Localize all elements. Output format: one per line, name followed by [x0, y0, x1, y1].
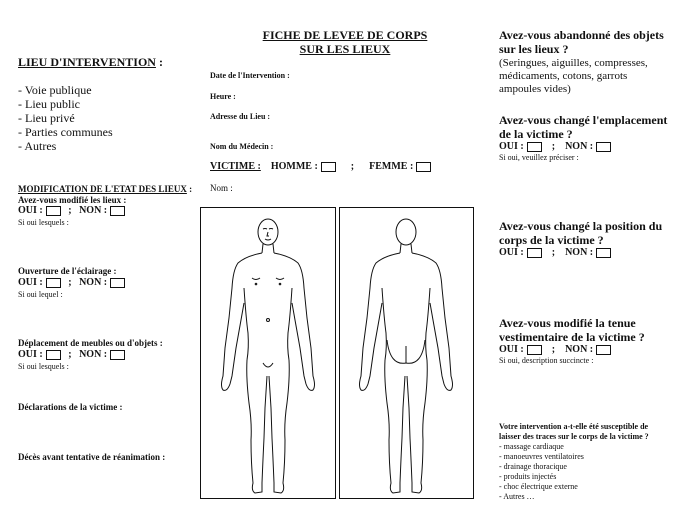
q2-note: Si oui lequel : — [18, 290, 63, 299]
tenue-note: Si oui, description succincte : — [499, 356, 594, 365]
intervention-question: Votre intervention a-t-elle été susceptible de laisser des traces sur le corps de la victime ? — [499, 422, 649, 441]
intervention-item: - Autres … — [499, 492, 535, 501]
body-front-frame — [200, 207, 336, 499]
q1-note: Si oui lesquels : — [18, 218, 69, 227]
declarations-label: Déclarations de la victime : — [18, 402, 123, 412]
non-checkbox[interactable] — [110, 350, 125, 360]
q2-label: Ouverture de l'éclairage : — [18, 266, 117, 276]
oui-checkbox[interactable] — [527, 345, 542, 355]
victime-row: VICTIME : HOMME : ; FEMME : — [210, 161, 431, 172]
q3-label: Déplacement de meubles ou d'objets : — [18, 338, 163, 348]
femme-checkbox[interactable] — [416, 162, 431, 172]
oui-checkbox[interactable] — [527, 248, 542, 258]
tenue-answers: OUI : ; NON : — [499, 344, 611, 355]
emplacement-answers: OUI : ; NON : — [499, 141, 611, 152]
non-checkbox[interactable] — [110, 206, 125, 216]
lieu-item: - Lieu privé — [18, 111, 75, 125]
tenue-question: Avez-vous modifié la tenue vestimentaire de la victime ? — [499, 316, 645, 344]
body-back-figure — [340, 208, 473, 498]
lieu-item: - Parties communes — [18, 125, 113, 139]
emplacement-question: Avez-vous changé l'emplacement de la victime ? — [499, 113, 668, 141]
adresse-field-label: Adresse du Lieu : — [210, 112, 271, 121]
intervention-item: - choc électrique externe — [499, 482, 578, 491]
oui-checkbox[interactable] — [46, 350, 61, 360]
lieu-item: - Voie publique — [18, 83, 92, 97]
objets-description: (Seringues, aiguilles, compresses, médicaments, cotons, garrots ampoules vides) — [499, 57, 648, 95]
intervention-item: - produits injectés — [499, 472, 557, 481]
q3-note: Si oui lesquels : — [18, 362, 69, 371]
oui-checkbox[interactable] — [527, 142, 542, 152]
form-title-line2: SUR LES LIEUX — [299, 42, 391, 56]
oui-checkbox[interactable] — [46, 278, 61, 288]
medecin-field-label: Nom du Médecin : — [210, 142, 274, 151]
date-field-label: Date de l'Intervention : — [210, 71, 290, 80]
q3-answers: OUI : ; NON : — [18, 349, 125, 360]
oui-checkbox[interactable] — [46, 206, 61, 216]
emplacement-note: Si oui, veuillez préciser : — [499, 153, 579, 162]
position-question: Avez-vous changé la position du corps de la victime ? — [499, 219, 663, 247]
position-answers: OUI : ; NON : — [499, 247, 611, 258]
intervention-item: - drainage thoracique — [499, 462, 567, 471]
lieu-heading: LIEU D'INTERVENTION : — [18, 55, 163, 69]
nom-field-label: Nom : — [210, 183, 233, 193]
q1-answers: OUI : ; NON : — [18, 205, 125, 216]
homme-checkbox[interactable] — [321, 162, 336, 172]
non-checkbox[interactable] — [596, 345, 611, 355]
body-back-frame — [339, 207, 474, 499]
body-front-figure — [201, 208, 335, 498]
lieu-list — [18, 83, 113, 153]
lieu-item: - Lieu public — [18, 97, 80, 111]
intervention-item: - manoeuvres ventilatoires — [499, 452, 584, 461]
heure-field-label: Heure : — [210, 92, 236, 101]
non-checkbox[interactable] — [596, 248, 611, 258]
intervention-list — [499, 442, 584, 502]
objets-question: Avez-vous abandonné des objets sur les lieux ? — [499, 28, 664, 56]
q1-label: Avez-vous modifié les lieux : — [18, 195, 127, 205]
q2-answers: OUI : ; NON : — [18, 277, 125, 288]
deces-label: Décès avant tentative de réanimation : — [18, 452, 166, 462]
lieu-item: - Autres — [18, 139, 57, 153]
intervention-item: - massage cardiaque — [499, 442, 564, 451]
non-checkbox[interactable] — [110, 278, 125, 288]
non-checkbox[interactable] — [596, 142, 611, 152]
modification-heading: MODIFICATION DE L'ETAT DES LIEUX : — [18, 184, 193, 194]
form-title-line1: FICHE DE LEVEE DE CORPS — [262, 28, 428, 42]
